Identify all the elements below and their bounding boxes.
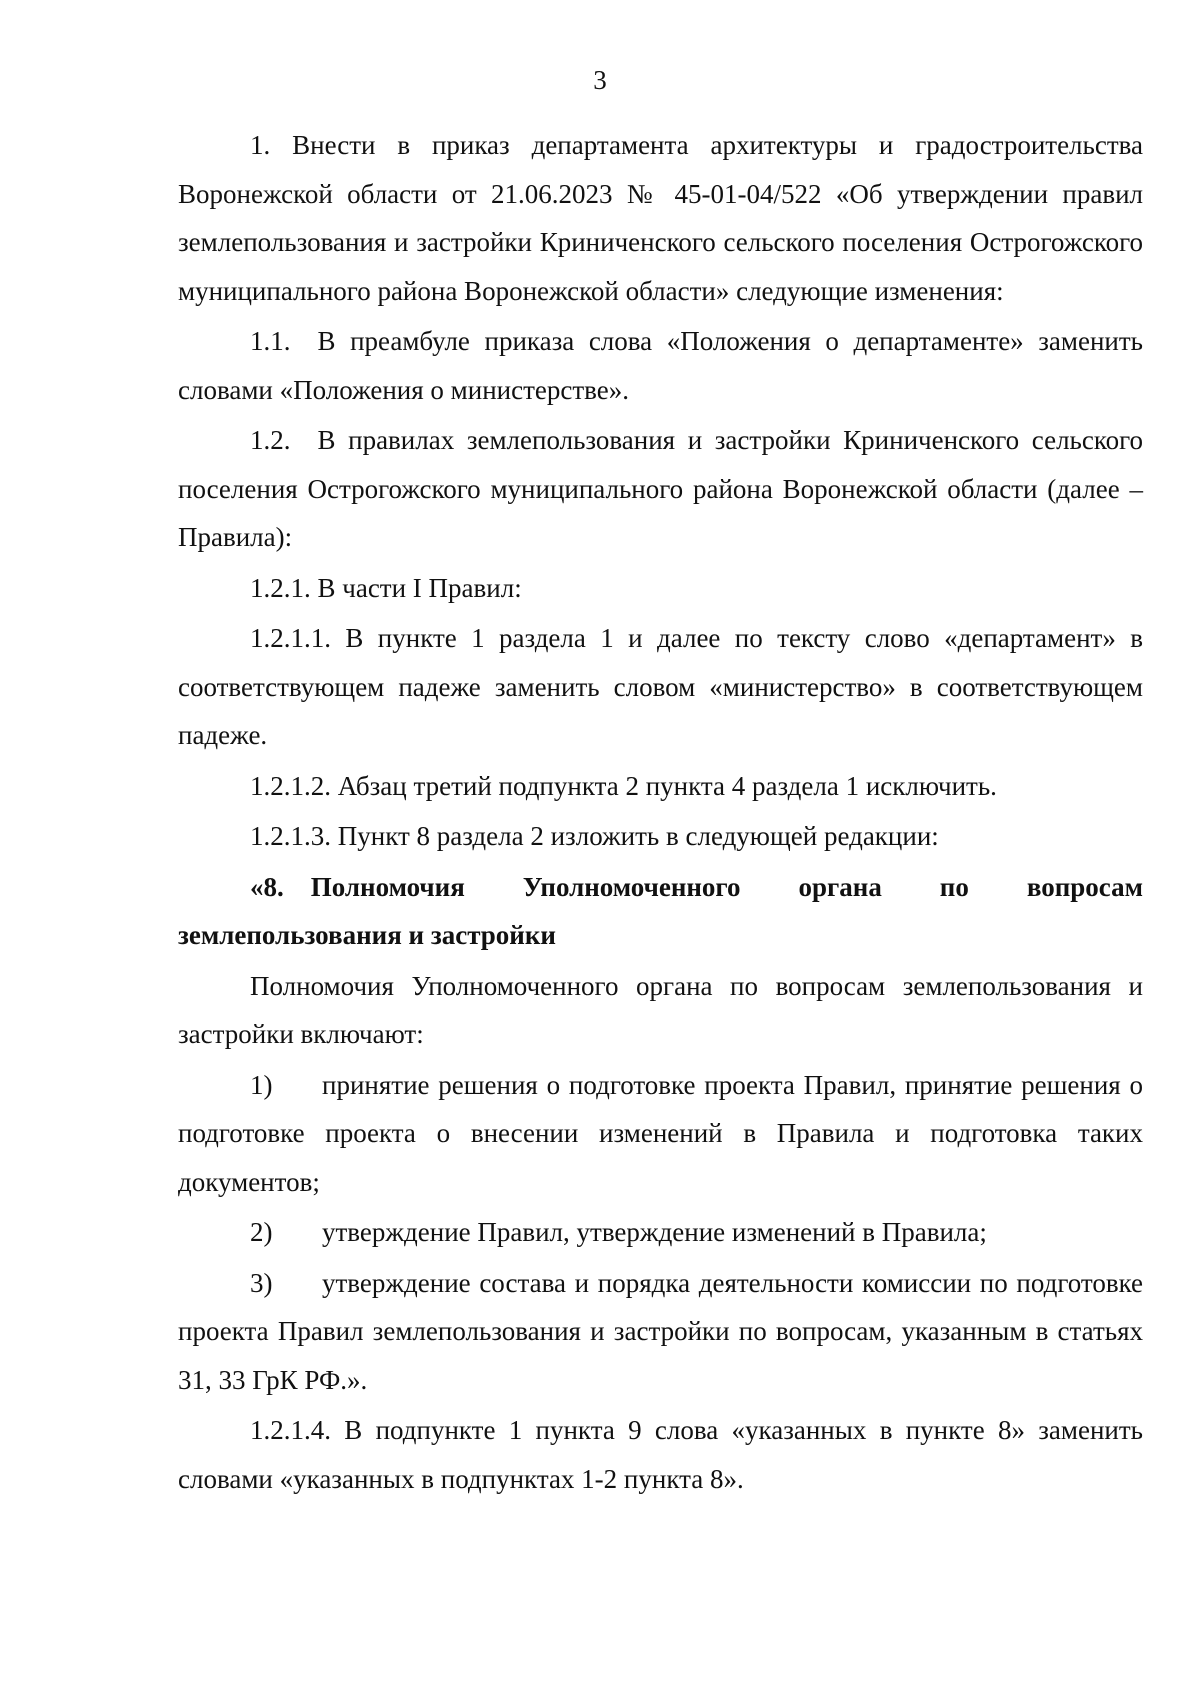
list-item-text: принятие решения о подготовке проекта Правил, принятие решения о подготовке проекта о внесении изменений в Правила и подготовка таких документов; (178, 1069, 1143, 1197)
list-item (178, 1259, 1143, 1405)
list-item-number: 2) (250, 1217, 273, 1247)
list-item (178, 1208, 1143, 1257)
list-item-text: утверждение Правил, утверждение изменений в Правила; (322, 1217, 987, 1247)
paragraph-1-2: 1.2. В правилах землепользования и застройки Криниченского сельского поселения Острогожского муниципального района Воронежской области (далее – Правила): (178, 425, 1143, 552)
document-body (178, 121, 1143, 1505)
paragraph-1-2-1-2: 1.2.1.2. Абзац третий подпункта 2 пункта 4 раздела 1 исключить. (250, 770, 997, 801)
list-item (178, 1061, 1143, 1207)
section-heading: «8. Полномочия Уполномоченного органа по вопросам землепользования и застройки (178, 871, 1143, 950)
paragraph-1-2-1-4: 1.2.1.4. В подпункте 1 пункта 9 слова «указанных в пункте 8» заменить словами «указанных в подпунктах 1-2 пункта 8». (178, 1415, 1143, 1494)
intro-paragraph: Полномочия Уполномоченного органа по вопросам землепользования и застройки включают: (178, 970, 1143, 1049)
list-item-number: 1) (250, 1069, 273, 1100)
paragraph-1-2-1-1: 1.2.1.1. В пункте 1 раздела 1 и далее по тексту слово «департамент» в соответствующем падеже заменить словом «министерство» в соответствующем падеже. (178, 623, 1143, 750)
paragraph-1: 1. Внести в приказ департамента архитектуры и градостроительства Воронежской области от 21.06.2023 № 45-01-04/522 «Об утверждении правил землепользования и застройки Криниченского сельского поселения Острогожского муниципального района Воронежской области» следующие изменения: (178, 130, 1143, 306)
list-item-number: 3) (250, 1267, 273, 1298)
page-number: 3 (593, 65, 607, 95)
paragraph-1-1: 1.1. В преамбуле приказа слова «Положения о департаменте» заменить словами «Положения о министерстве». (178, 326, 1143, 405)
paragraph-1-2-1-3: 1.2.1.3. Пункт 8 раздела 2 изложить в следующей редакции: (250, 821, 939, 851)
paragraph-1-2-1: 1.2.1. В части I Правил: (250, 572, 522, 603)
list-item-text: утверждение состава и порядка деятельности комиссии по подготовке проекта Правил землепользования и застройки по вопросам, указанным в статьях 31, 33 ГрК РФ.». (178, 1267, 1143, 1395)
